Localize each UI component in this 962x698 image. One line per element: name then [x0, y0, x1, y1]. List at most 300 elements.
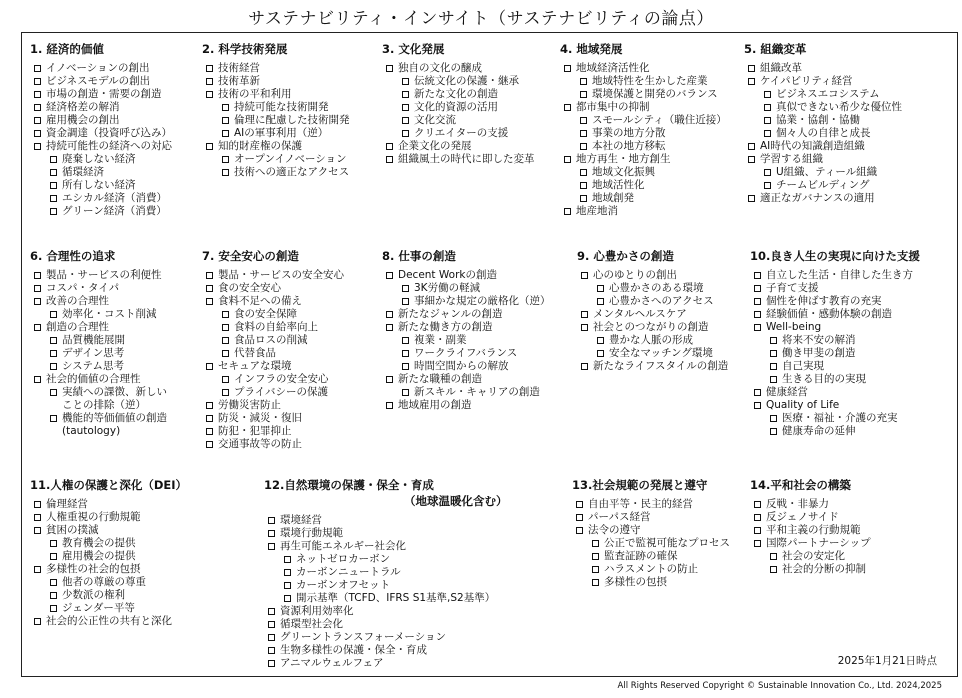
item-text: ビジネスエコシステム	[776, 88, 880, 100]
list-item	[30, 75, 172, 88]
square-bullet-icon	[222, 337, 229, 344]
list-item	[202, 425, 344, 438]
item-text: 多様性の社会的包摂	[46, 563, 141, 575]
item-text: 自立した生活・自律した生き方	[766, 269, 913, 281]
square-bullet-icon	[34, 91, 41, 98]
list-item	[750, 511, 871, 524]
item-text: 改善の合理性	[46, 295, 109, 307]
item-text: チームビルディング	[776, 179, 870, 191]
list-item	[30, 62, 172, 75]
item-text: パーパス経営	[588, 511, 651, 523]
square-bullet-icon	[268, 543, 275, 550]
section-heading: 12.自然環境の保護・保全・育成	[264, 478, 434, 492]
item-text: 循環型社会化	[280, 618, 343, 630]
list-item	[30, 589, 187, 602]
list-item	[30, 192, 172, 205]
square-bullet-icon	[206, 78, 213, 85]
item-text: 3K労働の軽減	[414, 282, 481, 294]
list-item	[572, 576, 730, 589]
square-bullet-icon	[592, 566, 599, 573]
item-text: Well-being	[766, 321, 822, 333]
square-bullet-icon	[770, 415, 777, 422]
square-bullet-icon	[580, 195, 587, 202]
square-bullet-icon	[50, 605, 57, 612]
list-item	[560, 88, 727, 101]
list-item	[264, 540, 508, 553]
list-item	[264, 553, 508, 566]
list-item	[577, 308, 728, 321]
item-text: ジェンダー平等	[62, 602, 135, 614]
list-item	[202, 438, 344, 451]
list-item	[572, 537, 730, 550]
square-bullet-icon	[50, 350, 57, 357]
item-text: 平和主義の行動規範	[766, 524, 861, 536]
square-bullet-icon	[50, 311, 57, 318]
topic-list	[750, 269, 920, 438]
square-bullet-icon	[576, 501, 583, 508]
list-item-continuation	[30, 399, 167, 412]
topic-list	[264, 514, 508, 670]
item-text: 心豊かさへのアクセス	[609, 295, 714, 307]
square-bullet-icon	[206, 285, 213, 292]
item-text: 所有しない経済	[62, 179, 136, 191]
square-bullet-icon	[402, 285, 409, 292]
list-item	[264, 644, 508, 657]
square-bullet-icon	[50, 553, 57, 560]
list-item	[264, 579, 508, 592]
item-text: 監査証跡の確保	[604, 550, 678, 562]
list-item	[30, 615, 187, 628]
square-bullet-icon	[268, 530, 275, 537]
list-item	[744, 75, 902, 88]
item-text: セキュアな環境	[218, 360, 292, 372]
item-text: インフラの安全安心	[234, 373, 329, 385]
item-text: U組織、ティール組織	[776, 166, 878, 178]
square-bullet-icon	[50, 169, 57, 176]
square-bullet-icon	[748, 143, 755, 150]
item-text: 国際パートナーシップ	[766, 537, 871, 549]
item-text: ネットゼロカーボン	[296, 553, 391, 565]
square-bullet-icon	[770, 376, 777, 383]
item-text: 生物多様性の保護・保全・育成	[280, 644, 427, 656]
list-item	[30, 295, 167, 308]
item-text: 文化的資源の活用	[414, 101, 498, 113]
square-bullet-icon	[284, 556, 291, 563]
item-text: 循環経済	[62, 166, 104, 178]
square-bullet-icon	[564, 156, 571, 163]
item-text: 協業・協創・協働	[776, 114, 860, 126]
list-item	[30, 524, 187, 537]
square-bullet-icon	[50, 182, 57, 189]
item-text: ハラスメントの防止	[604, 563, 699, 575]
topic-list	[382, 62, 535, 166]
section-1	[30, 41, 172, 218]
list-item	[560, 101, 727, 114]
list-item	[264, 527, 508, 540]
square-bullet-icon	[564, 208, 571, 215]
square-bullet-icon	[770, 553, 777, 560]
square-bullet-icon	[268, 608, 275, 615]
square-bullet-icon	[34, 376, 41, 383]
square-bullet-icon	[770, 363, 777, 370]
square-bullet-icon	[222, 117, 229, 124]
item-text: 独自の文化の醸成	[398, 62, 482, 74]
square-bullet-icon	[284, 595, 291, 602]
item-text: クリエイターの支援	[414, 127, 509, 139]
item-text: 地域経済活性化	[576, 62, 650, 74]
list-item	[560, 153, 727, 166]
item-text: アニマルウェルフェア	[280, 657, 384, 669]
list-item	[30, 321, 167, 334]
list-item	[750, 386, 920, 399]
list-item	[560, 62, 727, 75]
topic-list	[30, 269, 167, 438]
square-bullet-icon	[206, 91, 213, 98]
square-bullet-icon	[268, 621, 275, 628]
square-bullet-icon	[34, 143, 41, 150]
list-item	[202, 282, 344, 295]
list-item	[30, 166, 172, 179]
list-item	[744, 88, 902, 101]
square-bullet-icon	[770, 350, 777, 357]
section-heading: 6. 合理性の追求	[30, 249, 116, 263]
list-item	[30, 127, 172, 140]
item-text: ケイパビリティ経営	[760, 75, 853, 87]
square-bullet-icon	[402, 78, 409, 85]
list-item	[202, 373, 344, 386]
square-bullet-icon	[206, 272, 213, 279]
square-bullet-icon	[386, 402, 393, 409]
square-bullet-icon	[748, 65, 755, 72]
list-item	[744, 179, 902, 192]
item-text: 心のゆとりの創出	[593, 269, 677, 281]
item-text: 豊かな人脈の形成	[609, 334, 693, 346]
item-text: 本社の地方移転	[592, 140, 666, 152]
square-bullet-icon	[754, 514, 761, 521]
item-text: グリーントランスフォーメーション	[280, 631, 447, 643]
square-bullet-icon	[764, 182, 771, 189]
item-text: 労働災害防止	[218, 399, 281, 411]
item-text: 自己実現	[782, 360, 824, 372]
list-item	[750, 269, 920, 282]
square-bullet-icon	[50, 389, 57, 396]
list-item	[264, 514, 508, 527]
topic-list	[202, 269, 344, 451]
square-bullet-icon	[284, 582, 291, 589]
square-bullet-icon	[50, 592, 57, 599]
item-text: 資金調達（投資呼び込み）	[46, 127, 172, 139]
list-item	[382, 153, 535, 166]
list-item	[560, 140, 727, 153]
item-text: 地域活性化	[592, 179, 645, 191]
square-bullet-icon	[592, 540, 599, 547]
list-item	[382, 269, 551, 282]
item-text: 新スキル・キャリアの創造	[414, 386, 540, 398]
list-item	[744, 62, 902, 75]
item-text: 知的財産権の保護	[218, 140, 302, 152]
square-bullet-icon	[268, 634, 275, 641]
list-item	[202, 399, 344, 412]
item-text: 新たなライフスタイルの創造	[593, 360, 729, 372]
list-item	[577, 282, 728, 295]
item-text: グリーン経済（消費）	[62, 205, 167, 217]
list-item	[572, 524, 730, 537]
item-text: 心豊かさのある環境	[609, 282, 704, 294]
item-text: Quality of Life	[766, 399, 840, 411]
square-bullet-icon	[581, 272, 588, 279]
square-bullet-icon	[597, 285, 604, 292]
square-bullet-icon	[222, 104, 229, 111]
item-text: イノベーションの創出	[46, 62, 150, 74]
square-bullet-icon	[222, 376, 229, 383]
item-text: システム思考	[62, 360, 124, 372]
list-item	[744, 140, 902, 153]
item-text: 都市集中の抑制	[576, 101, 650, 113]
square-bullet-icon	[386, 311, 393, 318]
section-9	[577, 248, 728, 373]
square-bullet-icon	[748, 156, 755, 163]
section-heading: 8. 仕事の創造	[382, 249, 456, 263]
item-text: 持続可能性の経済への対応	[46, 140, 172, 152]
square-bullet-icon	[386, 324, 393, 331]
list-item	[750, 347, 920, 360]
square-bullet-icon	[206, 298, 213, 305]
list-item	[30, 563, 187, 576]
square-bullet-icon	[206, 415, 213, 422]
square-bullet-icon	[50, 415, 57, 422]
square-bullet-icon	[222, 389, 229, 396]
item-text: 地域特性を生かした産業	[592, 75, 708, 87]
square-bullet-icon	[592, 579, 599, 586]
square-bullet-icon	[268, 660, 275, 667]
topic-list	[577, 269, 728, 373]
item-text: カーボンオフセット	[296, 579, 391, 591]
square-bullet-icon	[402, 104, 409, 111]
item-text: 事業の地方分散	[592, 127, 666, 139]
list-item	[30, 373, 167, 386]
square-bullet-icon	[34, 65, 41, 72]
list-item	[264, 657, 508, 670]
section-subheading: （地球温暖化含む）	[404, 494, 508, 508]
list-item	[202, 412, 344, 425]
item-text: 地産地消	[576, 205, 618, 217]
item-text: 防犯・犯罪抑止	[218, 425, 292, 437]
list-item	[560, 205, 727, 218]
section-heading: 1. 経済的価値	[30, 42, 104, 56]
item-text: 個性を伸ばす教育の充実	[766, 295, 882, 307]
list-item	[750, 308, 920, 321]
square-bullet-icon	[34, 501, 41, 508]
square-bullet-icon	[206, 428, 213, 435]
item-text: 経済格差の解消	[46, 101, 120, 113]
list-item	[202, 114, 350, 127]
square-bullet-icon	[754, 311, 761, 318]
item-text: 健康経営	[766, 386, 808, 398]
list-item	[30, 386, 167, 399]
list-item-continuation	[30, 425, 167, 438]
item-text: 学習する組織	[760, 153, 823, 165]
list-item	[30, 179, 172, 192]
list-item	[744, 153, 902, 166]
item-text: 新たな働き方の創造	[398, 321, 493, 333]
list-item	[30, 308, 167, 321]
item-text: 時間空間からの解放	[414, 360, 509, 372]
section-2	[202, 41, 350, 179]
square-bullet-icon	[34, 514, 41, 521]
item-text: 貧困の撲滅	[46, 524, 99, 536]
date-note: 2025年1月21日時点	[837, 655, 937, 667]
square-bullet-icon	[268, 647, 275, 654]
square-bullet-icon	[206, 143, 213, 150]
list-item	[30, 537, 187, 550]
list-item	[30, 498, 187, 511]
list-item	[30, 269, 167, 282]
list-item	[264, 631, 508, 644]
section-13	[572, 477, 730, 589]
square-bullet-icon	[754, 285, 761, 292]
item-text: 少数派の権利	[62, 589, 125, 601]
list-item	[750, 498, 871, 511]
list-item	[30, 576, 187, 589]
section-heading: 11.人権の保護と深化（DEI）	[30, 478, 188, 492]
square-bullet-icon	[222, 311, 229, 318]
list-item	[750, 334, 920, 347]
section-5	[744, 41, 902, 205]
list-item	[382, 360, 551, 373]
square-bullet-icon	[402, 337, 409, 344]
list-item	[560, 179, 727, 192]
item-text: 効率化・コスト削減	[62, 308, 157, 320]
item-text: 自由平等・民主的経営	[588, 498, 693, 510]
section-heading: 4. 地域発展	[560, 42, 623, 56]
item-text: 食料の自給率向上	[234, 321, 318, 333]
item-text: 他者の尊厳の尊重	[62, 576, 146, 588]
square-bullet-icon	[34, 117, 41, 124]
square-bullet-icon	[222, 350, 229, 357]
list-item	[264, 618, 508, 631]
list-item	[30, 347, 167, 360]
list-item	[382, 127, 535, 140]
list-item	[750, 360, 920, 373]
section-7	[202, 248, 344, 451]
list-item	[382, 321, 551, 334]
topic-list	[382, 269, 551, 412]
list-item	[30, 114, 172, 127]
list-item	[382, 140, 535, 153]
square-bullet-icon	[597, 350, 604, 357]
list-item	[202, 347, 344, 360]
square-bullet-icon	[576, 514, 583, 521]
list-item	[202, 88, 350, 101]
item-text: 食の安全保障	[234, 308, 297, 320]
list-item	[560, 127, 727, 140]
square-bullet-icon	[34, 324, 41, 331]
square-bullet-icon	[386, 143, 393, 150]
square-bullet-icon	[754, 324, 761, 331]
list-item	[382, 386, 551, 399]
square-bullet-icon	[580, 78, 587, 85]
square-bullet-icon	[748, 195, 755, 202]
section-4	[560, 41, 727, 218]
item-text: 新たなジャンルの創造	[398, 308, 503, 320]
item-text: 技術革新	[218, 75, 260, 87]
list-item	[560, 114, 727, 127]
list-item	[382, 88, 535, 101]
list-item	[750, 563, 871, 576]
item-text: 雇用機会の創出	[46, 114, 120, 126]
topic-list	[560, 62, 727, 218]
item-text: 将来不安の解消	[782, 334, 856, 346]
square-bullet-icon	[597, 298, 604, 305]
item-text: 組織改革	[760, 62, 802, 74]
square-bullet-icon	[402, 389, 409, 396]
list-item	[30, 101, 172, 114]
list-item	[202, 62, 350, 75]
item-text: メンタルヘルスケア	[593, 308, 687, 320]
item-text: 市場の創造・需要の創造	[46, 88, 162, 100]
item-text: 健康寿命の延伸	[782, 425, 856, 437]
list-item	[744, 127, 902, 140]
list-item	[577, 295, 728, 308]
item-text: 反ジェノサイド	[766, 511, 839, 523]
item-text: 技術の平和利用	[218, 88, 292, 100]
square-bullet-icon	[34, 285, 41, 292]
list-item	[30, 550, 187, 563]
list-item	[750, 282, 920, 295]
square-bullet-icon	[564, 65, 571, 72]
square-bullet-icon	[50, 579, 57, 586]
list-item	[382, 114, 535, 127]
item-text: 事細かな規定の厳格化（逆）	[414, 295, 551, 307]
list-item	[264, 566, 508, 579]
section-heading: 5. 組織変革	[744, 42, 807, 56]
item-text: 経験価値・感動体験の創造	[766, 308, 892, 320]
list-item	[744, 114, 902, 127]
list-item	[382, 334, 551, 347]
item-text: 企業文化の発展	[398, 140, 472, 152]
list-item	[382, 295, 551, 308]
list-item	[202, 153, 350, 166]
list-item	[577, 347, 728, 360]
section-heading: 3. 文化発展	[382, 42, 445, 56]
list-item	[382, 282, 551, 295]
item-text: 新たな文化の創造	[414, 88, 498, 100]
list-item	[382, 399, 551, 412]
item-text: 地域創発	[592, 192, 634, 204]
square-bullet-icon	[597, 337, 604, 344]
topic-list	[744, 62, 902, 205]
list-item	[750, 373, 920, 386]
item-text: 創造の合理性	[46, 321, 109, 333]
list-item	[382, 347, 551, 360]
item-text: 開示基準（TCFD、IFRS S1基準,S2基準）	[296, 592, 496, 604]
list-item	[560, 166, 727, 179]
section-3	[382, 41, 535, 166]
square-bullet-icon	[764, 169, 771, 176]
square-bullet-icon	[754, 402, 761, 409]
item-text: 環境経営	[280, 514, 322, 526]
section-11	[30, 477, 187, 628]
square-bullet-icon	[754, 272, 761, 279]
list-item	[382, 101, 535, 114]
list-item	[30, 282, 167, 295]
square-bullet-icon	[50, 208, 57, 215]
list-item	[744, 192, 902, 205]
list-item	[202, 75, 350, 88]
item-text: オープンイノベーション	[234, 153, 347, 165]
item-text: 多様性の包摂	[604, 576, 667, 588]
list-item	[202, 269, 344, 282]
